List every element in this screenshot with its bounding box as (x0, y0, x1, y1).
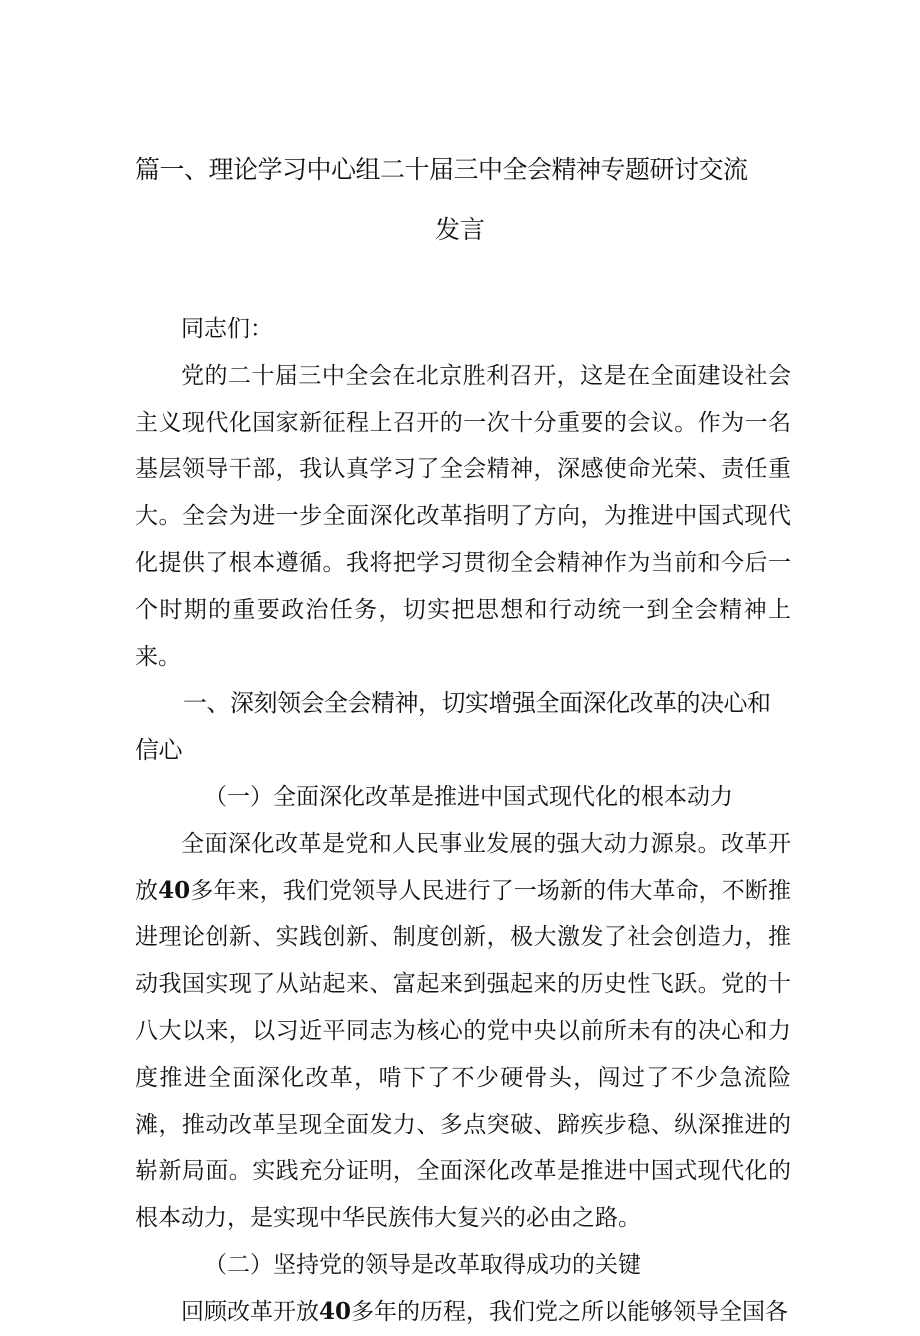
subsection-2-text-a: 回顾改革开放 (181, 1298, 319, 1325)
subsection-2-heading: （二）坚持党的领导是改革取得成功的关键 (204, 1251, 641, 1278)
document-title-line1: 篇一、理论学习中心组二十届三中全会精神专题研讨交流 (135, 155, 748, 184)
subsection-2-text-b: 多年的历程，我们党之所以能够领导全国各 (351, 1298, 789, 1325)
subsection-1-number: 40 (158, 876, 191, 904)
subsection-1-text-b: 多年来，我们党领导人民进行了一场新的伟大革命，不断推进理论创新、实践创新、制度创新，极大激发了社会创造力，推动我国实现了从站起来、富起来到强起来的历史性飞跃。党的十八大以来，以习近平同志为核心的党中央以前所未有的决心和力度推进全面深化改革，啃下了不少硬骨头，闯过了不少急流险滩，推动改革呈现全面发力、多点突破、蹄疾步稳、纵深推进的崭新局面。实践充分证明，全面深化改革是推进中国式现代化的根本动力，是实现中华民族伟大复兴的必由之路。 (135, 877, 792, 1232)
intro-paragraph: 党的二十届三中全会在北京胜利召开，这是在全面建设社会主义现代化国家新征程上召开的一次十分重要的会议。作为一名基层领导干部，我认真学习了全会精神，深感使命光荣、责任重大。全会为进一步全面深化改革指明了方向，为推进中国式现代化提供了根本遵循。我将把学习贯彻全会精神作为当前和今后一个时期的重要政治任务，切实把思想和行动统一到全会精神上来。 (135, 362, 791, 670)
document-body (135, 306, 791, 1336)
subsection-1-heading: （一）全面深化改革是推进中国式现代化的根本动力 (204, 783, 733, 810)
subsection-1-text-a: 全面深化改革是党和人民事业发展的强大动力源泉。改革开放 (135, 830, 791, 904)
subsection-1-paragraph (135, 821, 791, 1242)
subsection-2-number: 40 (319, 1297, 352, 1325)
document-title-line2: 发言 (434, 215, 485, 244)
greeting: 同志们： (181, 316, 273, 342)
section-1-heading: 一、深刻领会全会精神，切实增强全面深化改革的决心和信心 (135, 689, 771, 765)
subsection-2-paragraph (135, 1289, 791, 1336)
